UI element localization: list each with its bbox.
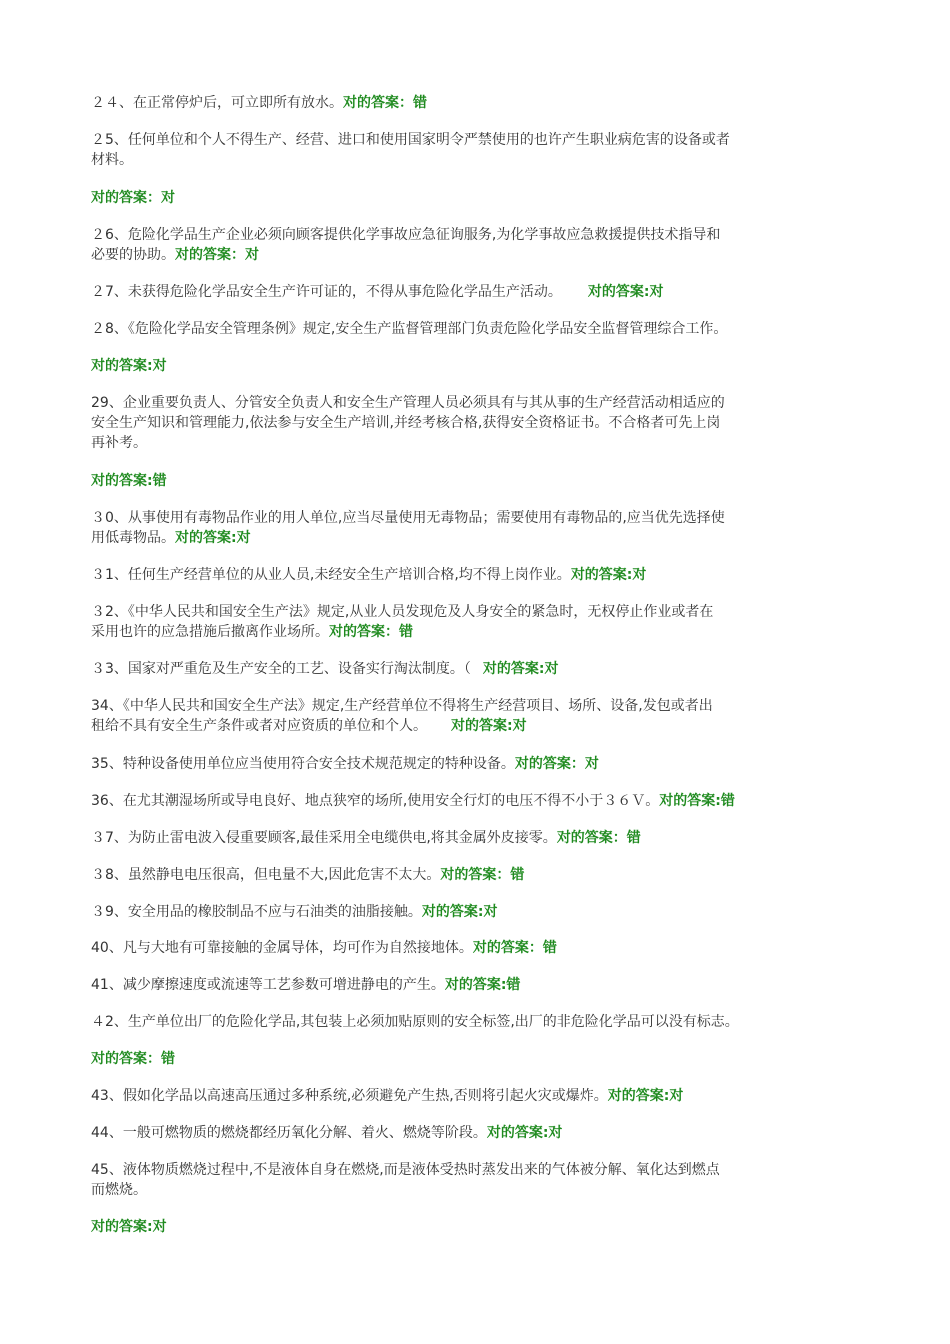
question-text: 45、液体物质燃烧过程中,不是液体自身在燃烧,而是液体受热时蒸发出来的气体被分解、氧化达到燃点 (91, 1162, 720, 1178)
question-text: 41、减少摩擦速度或流速等工艺参数可增进静电的产生。 (91, 977, 445, 993)
answer-label: 对的答案:对 (175, 530, 251, 546)
question-text: 40、凡与大地有可靠接触的金属导体，均可作为自然接地体。 (91, 940, 473, 956)
question-45-line-2 (91, 1181, 871, 1199)
question-text: ２5、任何单位和个人不得生产、经营、进口和使用国家明令严禁使用的也许产生职业病危害的设备或者 (91, 132, 730, 148)
answer-label: 对的答案:错 (444, 977, 521, 993)
answer-label: 对的答案：错 (329, 624, 413, 640)
question-text: ３2、《中华人民共和国安全生产法》规定,从业人员发现危及人身安全的紧急时，无权停止作业或者在 (91, 604, 714, 620)
question-text: 44、一般可燃物质的燃烧都经历氧化分解、着火、燃烧等阶段。 (91, 1125, 487, 1141)
question-39 (91, 903, 871, 921)
question-text: ４2、生产单位出厂的危险化学品,其包装上必须加贴原则的安全标签,出厂的非危险化学品可以没有标志。 (91, 1014, 739, 1030)
question-text: 安全生产知识和管理能力,依法参与安全生产培训,并经考核合格,获得安全资格证书。不合格者可先上岗 (91, 415, 721, 431)
answer-label: 对的答案：错 (343, 95, 427, 111)
question-25-line-2 (91, 151, 871, 169)
question-text: ３3、国家对严重危及生产安全的工艺、设备实行淘汰制度。（ (91, 661, 471, 677)
question-31 (91, 566, 871, 584)
question-text: 用低毒物品。 (91, 530, 175, 546)
answer-label: 对的答案：对 (175, 247, 259, 263)
question-28 (91, 320, 871, 338)
question-text: 29、企业重要负责人、分管安全负责人和安全生产管理人员必须具有与其从事的生产经营活动相适应的 (91, 395, 725, 411)
question-32-line-2 (91, 623, 871, 641)
question-text: ２6、危险化学品生产企业必须向顾客提供化学事故应急征询服务,为化学事故应急救援提供技术指导和 (91, 227, 721, 243)
question-text: ３9、安全用品的橡胶制品不应与石油类的油脂接触。 (91, 904, 422, 920)
answer-29 (91, 472, 871, 490)
answer-label: 对的答案：对 (514, 756, 599, 772)
answer-label: 对的答案:对 (91, 358, 167, 374)
question-34-line-1 (91, 697, 871, 715)
question-29-line-3 (91, 434, 871, 452)
question-29-line-1 (91, 394, 871, 412)
question-text: ２8、《危险化学品安全管理条例》规定,安全生产监督管理部门负责危险化学品安全监督管理综合工作。 (91, 321, 728, 337)
answer-label: 对的答案:对 (421, 904, 498, 920)
question-text: ３7、为防止雷电波入侵重要顾客,最佳采用全电缆供电,将其金属外皮接零。 (91, 830, 557, 846)
answer-label: 对的答案：错 (472, 940, 557, 956)
question-text: 租给不具有安全生产条件或者对应资质的单位和个人。 (91, 718, 427, 734)
answer-label: 对的答案：错 (440, 867, 525, 883)
question-text: 35、特种设备使用单位应当使用符合安全技术规范规定的特种设备。 (91, 756, 515, 772)
question-33 (91, 660, 871, 678)
question-34-line-2 (91, 717, 871, 735)
answer-42 (91, 1050, 871, 1068)
question-text: 必要的协助。 (91, 247, 175, 263)
question-text: 36、在尤其潮湿场所或导电良好、地点狭窄的场所,使用安全行灯的电压不得不小于３６Ｖ。 (91, 793, 660, 809)
question-45-line-1 (91, 1161, 871, 1179)
answer-label: 对的答案:对 (587, 284, 664, 300)
answer-45 (91, 1218, 871, 1236)
answer-label: 对的答案:对 (91, 1219, 167, 1235)
answer-label: 对的答案:对 (486, 1125, 563, 1141)
answer-28 (91, 357, 871, 375)
question-text: ３8、虽然静电电压很高，但电量不大,因此危害不太大。 (91, 867, 441, 883)
question-text: ３1、任何生产经营单位的从业人员,未经安全生产培训合格,均不得上岗作业。 (91, 567, 571, 583)
answer-label: 对的答案:对 (451, 718, 527, 734)
answer-label: 对的答案:错 (659, 793, 735, 809)
question-38 (91, 866, 871, 884)
question-41 (91, 976, 871, 994)
answer-label: 对的答案：错 (556, 830, 641, 846)
question-42 (91, 1013, 871, 1031)
answer-25 (91, 189, 871, 207)
question-37 (91, 829, 871, 847)
question-29-line-2 (91, 414, 871, 432)
question-text: ２４、在正常停炉后，可立即所有放水。 (91, 95, 343, 111)
question-24 (91, 94, 871, 112)
question-text: 而燃烧。 (91, 1182, 147, 1198)
question-40 (91, 939, 871, 957)
question-32-line-1 (91, 603, 871, 621)
question-43 (91, 1087, 871, 1105)
answer-label: 对的答案:对 (570, 567, 647, 583)
answer-label: 对的答案:错 (91, 473, 167, 489)
question-36 (91, 792, 871, 810)
answer-label: 对的答案:对 (482, 661, 559, 677)
question-30-line-1 (91, 509, 871, 527)
question-text: 再补考。 (91, 435, 147, 451)
question-text: ２7、未获得危险化学品安全生产许可证的，不得从事危险化学品生产活动。 (91, 284, 562, 300)
question-text: 43、假如化学品以高速高压通过多种系统,必须避免产生热,否则将引起火灾或爆炸。 (91, 1088, 608, 1104)
question-44 (91, 1124, 871, 1142)
answer-label: 对的答案：错 (91, 1051, 175, 1067)
question-text: 34、《中华人民共和国安全生产法》规定,生产经营单位不得将生产经营项目、场所、设备,发包或者出 (91, 698, 713, 714)
question-25-line-1 (91, 131, 871, 149)
answer-label: 对的答案:对 (607, 1088, 684, 1104)
question-text: ３0、从事使用有毒物品作业的用人单位,应当尽量使用无毒物品；需要使用有毒物品的,应当优先选择使 (91, 510, 725, 526)
answer-label: 对的答案：对 (91, 190, 175, 206)
question-text: 采用也许的应急措施后撤离作业场所。 (91, 624, 329, 640)
question-26-line-1 (91, 226, 871, 244)
question-30-line-2 (91, 529, 871, 547)
question-text: 材料。 (91, 152, 133, 168)
question-35 (91, 755, 871, 773)
question-27 (91, 283, 871, 301)
question-26-line-2 (91, 246, 871, 264)
